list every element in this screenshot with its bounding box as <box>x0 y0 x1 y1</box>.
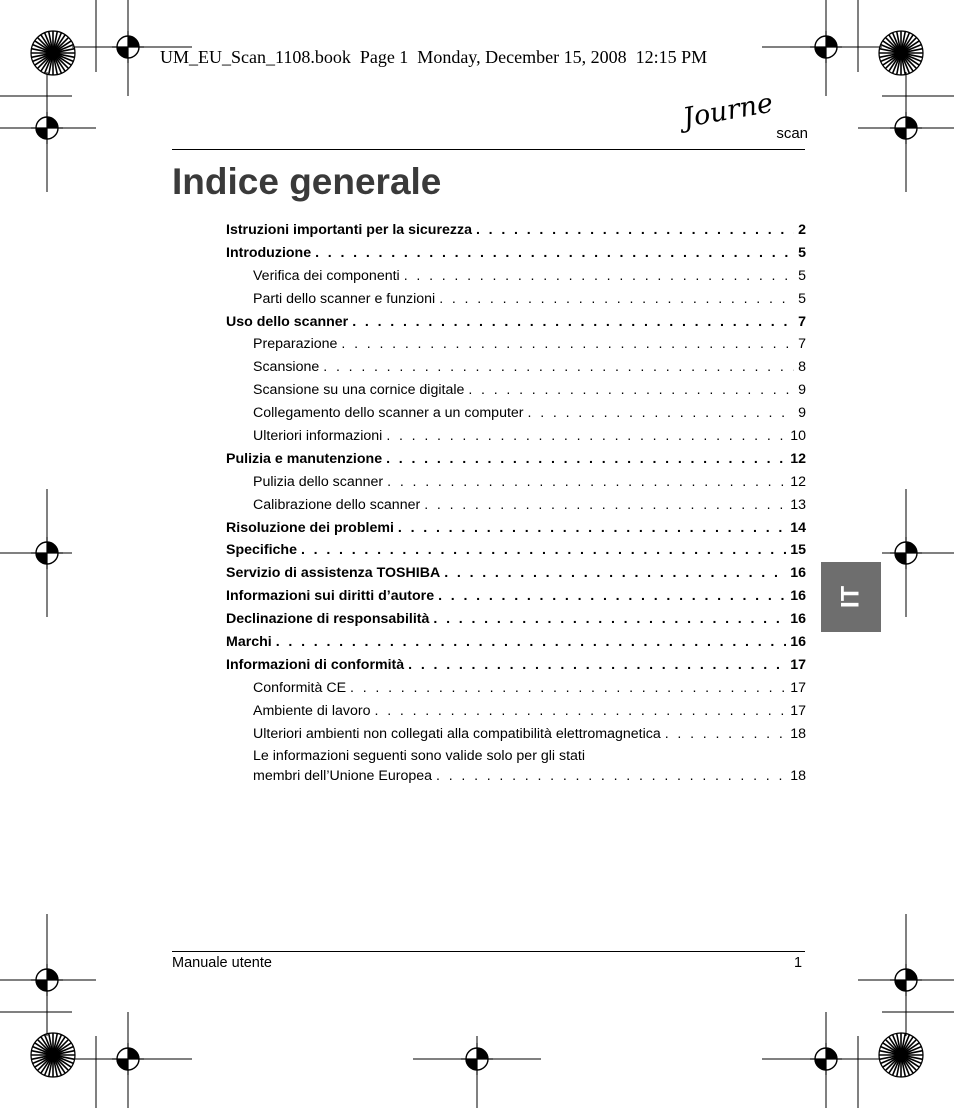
dot-leader <box>386 425 786 448</box>
toc-entry-text: Calibrazione dello scanner <box>253 496 421 513</box>
toc-entry-page: 10 <box>790 428 806 445</box>
toc-entry-text: Informazioni sui diritti d’autore <box>226 588 435 605</box>
print-header: UM_EU_Scan_1108.book Page 1 Monday, December 15, 2008 12:15 PM <box>160 47 708 67</box>
toc-entry-text-line: Le informazioni seguenti sono valide solo per gli stati <box>253 748 586 765</box>
toc-subsection-entry[interactable] <box>226 265 806 288</box>
toc-entry-text: Marchi <box>226 634 272 651</box>
logo-small: scan <box>776 125 808 142</box>
toc-section-entry[interactable] <box>226 311 806 334</box>
toc-section-entry[interactable] <box>226 654 806 677</box>
toc-entry-page: 17 <box>790 702 806 719</box>
toc-entry-page: 15 <box>790 542 806 559</box>
toc-entry-text: Ambiente di lavoro <box>253 702 371 719</box>
toc-subsection-entry[interactable] <box>226 356 806 379</box>
toc-subsection-entry[interactable] <box>226 425 806 448</box>
dot-leader <box>352 311 794 334</box>
dot-leader <box>433 608 786 631</box>
dot-leader <box>439 288 794 311</box>
toc-section-entry[interactable] <box>226 539 806 562</box>
toc-entry-page: 16 <box>790 634 806 651</box>
dot-leader <box>398 517 786 540</box>
dot-leader <box>528 402 795 425</box>
toc-entry-page: 5 <box>798 267 806 284</box>
toc-entry-text: Ulteriori informazioni <box>253 428 383 445</box>
toc-entry-page: 7 <box>798 313 806 330</box>
toc-entry-page: 8 <box>798 359 806 376</box>
toc-section-entry[interactable] <box>226 585 806 608</box>
toc-entry-text: Conformità CE <box>253 679 347 696</box>
toc-entry-text: Declinazione di responsabilità <box>226 611 430 628</box>
language-tab-label: IT <box>836 585 865 609</box>
toc-entry-page: 18 <box>790 725 806 742</box>
dot-leader <box>444 562 786 585</box>
toc-entry-page: 5 <box>798 290 806 307</box>
toc-entry-page: 16 <box>790 611 806 628</box>
footer-rule <box>172 951 805 952</box>
toc-entry-text: Collegamento dello scanner a un computer <box>253 405 524 422</box>
toc-entry-text: Scansione su una cornice digitale <box>253 382 465 399</box>
toc-entry-text: Risoluzione dei problemi <box>226 519 394 536</box>
toc-subsection-entry[interactable] <box>226 288 806 311</box>
toc-section-entry[interactable] <box>226 562 806 585</box>
toc-entry-text: Pulizia e manutenzione <box>226 450 383 467</box>
toc-entry-text: Ulteriori ambienti non collegati alla compatibilità elettromagnetica <box>253 725 661 742</box>
toc-entry-page: 17 <box>790 679 806 696</box>
toc-entry-page: 13 <box>790 496 806 513</box>
toc-entry-text: Verifica dei componenti <box>253 267 400 284</box>
toc-entry-page: 12 <box>790 450 806 467</box>
dot-leader <box>386 448 786 471</box>
toc-entry-page: 12 <box>790 473 806 490</box>
toc-section-entry[interactable] <box>226 608 806 631</box>
dot-leader <box>468 379 794 402</box>
toc-subsection-entry[interactable] <box>226 723 806 746</box>
toc-entry-page: 14 <box>790 519 806 536</box>
toc-subsection-entry[interactable] <box>226 700 806 723</box>
toc-entry-text: Introduzione <box>226 244 312 261</box>
toc-section-entry[interactable] <box>226 517 806 540</box>
dot-leader <box>350 677 786 700</box>
toc-entry-page: 16 <box>790 565 806 582</box>
toc-entry-text: Servizio di assistenza TOSHIBA <box>226 565 441 582</box>
toc-entry-text: membri dell’Unione Europea <box>253 768 433 785</box>
footer-title: Manuale utente <box>172 955 272 971</box>
toc-entry-page: 7 <box>798 336 806 353</box>
dot-leader <box>404 265 794 288</box>
toc-section-entry[interactable] <box>226 242 806 265</box>
toc-entry-page: 9 <box>798 405 806 422</box>
dot-leader <box>387 471 786 494</box>
toc-entry-text: Pulizia dello scanner <box>253 473 384 490</box>
toc-subsection-entry[interactable] <box>226 677 806 700</box>
toc-entry-text: Scansione <box>253 359 320 376</box>
toc-entry-text: Preparazione <box>253 336 338 353</box>
toc-entry-text: Uso dello scanner <box>226 313 349 330</box>
toc-subsection-entry[interactable] <box>226 379 806 402</box>
dot-leader <box>375 700 787 723</box>
toc-section-entry[interactable] <box>226 631 806 654</box>
toc-section-entry[interactable] <box>226 219 806 242</box>
toc-subsection-entry[interactable] <box>226 333 806 356</box>
logo-script: Journe <box>680 87 776 134</box>
page-number: 1 <box>794 955 803 971</box>
language-tab <box>821 562 881 632</box>
toc-subsection-entry[interactable] <box>226 402 806 425</box>
dot-leader <box>436 765 786 788</box>
dot-leader <box>476 219 794 242</box>
dot-leader <box>341 333 794 356</box>
journe-scan-logo <box>680 87 808 149</box>
table-of-contents <box>226 219 806 788</box>
page-title: Indice generale <box>172 161 442 202</box>
toc-entry-page: 18 <box>790 768 806 785</box>
dot-leader <box>276 631 786 654</box>
toc-entry-page: 2 <box>798 222 806 238</box>
toc-entry-text: Istruzioni importanti per la sicurezza <box>226 222 472 238</box>
dot-leader <box>315 242 794 265</box>
dot-leader <box>323 356 794 379</box>
toc-subsection-entry[interactable] <box>226 471 806 494</box>
toc-entry-line <box>226 747 806 765</box>
dot-leader <box>408 654 786 677</box>
dot-leader <box>301 539 786 562</box>
dot-leader <box>438 585 786 608</box>
dot-leader <box>424 494 786 517</box>
toc-section-entry[interactable] <box>226 448 806 471</box>
toc-entry-page: 9 <box>798 382 806 399</box>
toc-subsection-entry[interactable] <box>226 765 806 788</box>
toc-entry-text: Parti dello scanner e funzioni <box>253 290 436 307</box>
toc-entry-page: 16 <box>790 588 806 605</box>
toc-entry-text: Informazioni di conformità <box>226 656 405 673</box>
toc-entry-text: Specifiche <box>226 542 297 559</box>
toc-entry-page: 5 <box>798 244 806 261</box>
toc-subsection-entry[interactable] <box>226 494 806 517</box>
toc-entry-page: 17 <box>790 656 806 673</box>
dot-leader <box>665 723 787 746</box>
header-rule <box>172 149 805 150</box>
